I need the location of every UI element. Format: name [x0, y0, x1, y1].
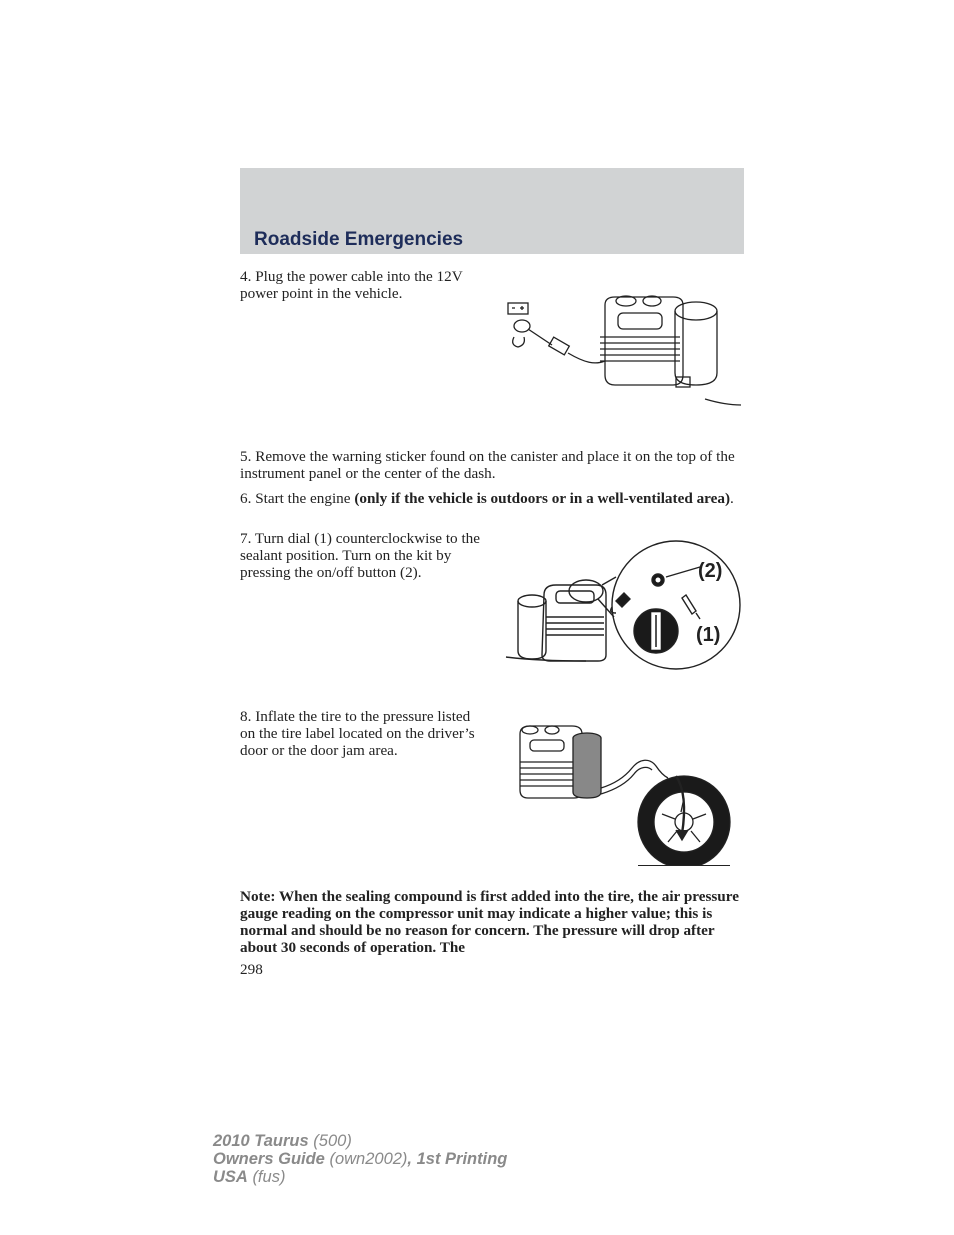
- footer-model: 2010 Taurus: [213, 1132, 309, 1150]
- footer-model-code: (500): [313, 1132, 352, 1150]
- power-cable-illustration: [500, 285, 744, 415]
- step-8-text: 8. Inflate the tire to the pressure listed on the tire label located on the driver’s door or the door jam area.: [240, 708, 475, 759]
- footer-line-3: [213, 1168, 507, 1186]
- button-callout-label: (2): [698, 560, 723, 582]
- footer-line-2: [213, 1150, 507, 1168]
- step-5-text: 5. Remove the warning sticker found on the canister and place it on the top of the instrument panel or the center of the dash.: [240, 448, 735, 482]
- document-footer: [213, 1132, 507, 1186]
- dial-callout-label: (1): [696, 624, 721, 646]
- page-number: 298: [240, 961, 263, 978]
- tire-inflation-illustration: [514, 718, 736, 866]
- step-6-text: [240, 490, 740, 507]
- sealant-note: Note: When the sealing compound is first added into the tire, the air pressure gauge reading on the compressor unit may indicate a higher value; this is normal and should be no reason for concern. The pressure will drop after about 30 seconds of operation. The: [240, 888, 739, 956]
- footer-line-1: [213, 1132, 507, 1150]
- step-6-warning: (only if the vehicle is outdoors or in a well-ventilated area): [354, 490, 731, 507]
- footer-guide-code: (own2002): [329, 1150, 408, 1168]
- step-6-prefix: 6. Start the engine: [240, 490, 355, 507]
- footer-region: USA: [213, 1168, 248, 1186]
- dial-and-button-illustration: [504, 535, 744, 675]
- step-7-text: 7. Turn dial (1) counterclockwise to the sealant position. Turn on the kit by pressing the on/off button (2).: [240, 530, 481, 581]
- step-6-suffix: .: [730, 490, 734, 507]
- section-header-band: [240, 168, 744, 254]
- footer-guide: Owners Guide: [213, 1150, 325, 1168]
- footer-region-code: (fus): [252, 1168, 286, 1186]
- footer-printing: , 1st Printing: [407, 1150, 508, 1168]
- section-title: Roadside Emergencies: [254, 229, 464, 250]
- step-4-text: 4. Plug the power cable into the 12V power point in the vehicle.: [240, 268, 463, 302]
